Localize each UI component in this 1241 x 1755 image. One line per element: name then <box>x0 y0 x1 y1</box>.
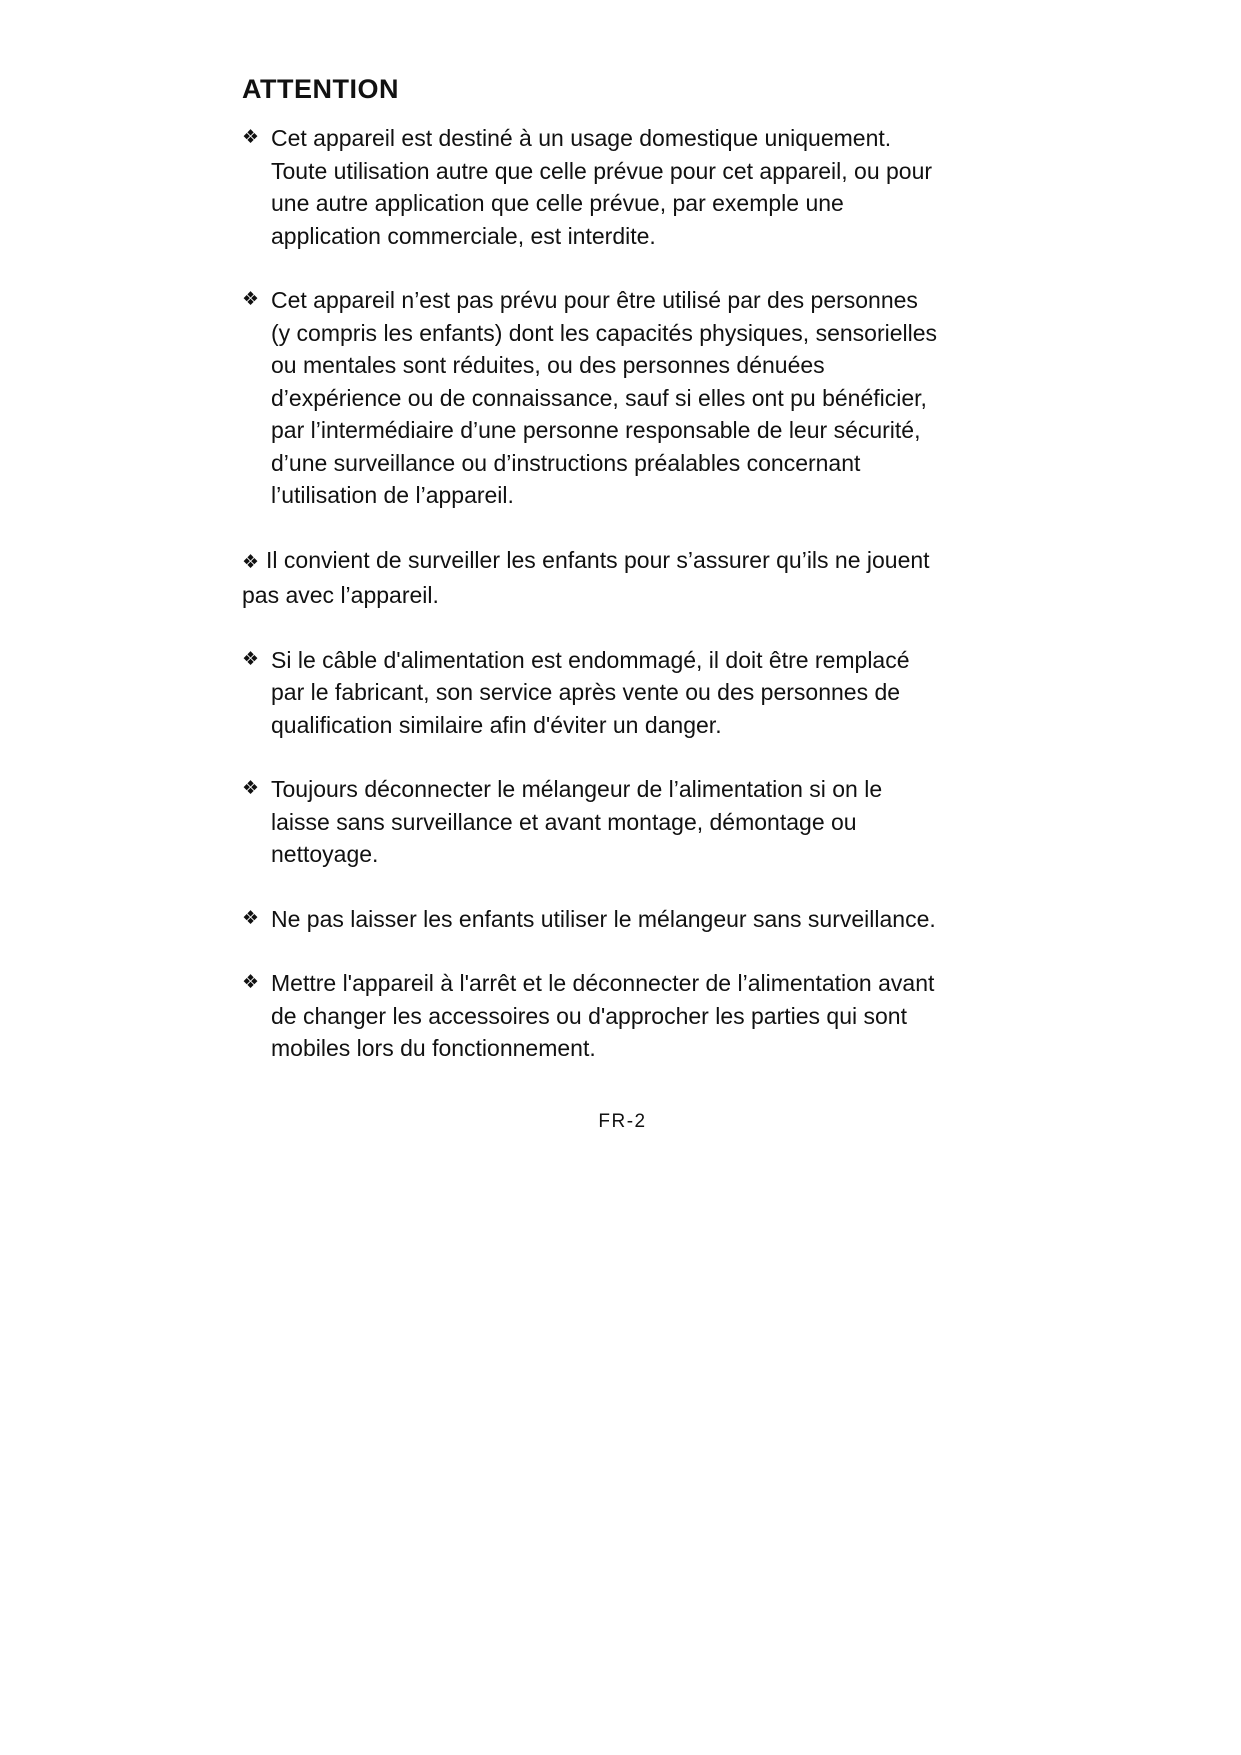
item-line: pas avec l’appareil. <box>242 582 439 608</box>
warning-item-4 <box>242 644 1002 742</box>
item-line: d’expérience ou de connaissance, sauf si elles ont pu bénéficier, <box>271 384 927 411</box>
page-number: FR-2 <box>598 1111 647 1132</box>
warning-item-1 <box>242 122 1002 252</box>
warning-item-7 <box>242 967 1002 1065</box>
item-line: d’une surveillance ou d’instructions préalables concernant <box>271 449 861 476</box>
item-line: mobiles lors du fonctionnement. <box>271 1035 596 1061</box>
item-line: (y compris les enfants) dont les capacités physiques, sensorielles <box>271 319 938 346</box>
item-line: par l’intermédiaire d’une personne responsable de leur sécurité, <box>271 417 921 443</box>
diamond-bullet-icon: ❖ <box>242 972 260 993</box>
item-line: Toute utilisation autre que celle prévue pour cet appareil, ou pour <box>271 157 933 184</box>
item-line: Toujours déconnecter le mélangeur de l’alimentation si on le <box>271 776 883 802</box>
item-line: Mettre l'appareil à l'arrêt et le déconnecter de l’alimentation avant <box>271 970 935 996</box>
item-line: application commerciale, est interdite. <box>271 222 656 249</box>
item-line: ou mentales sont réduites, ou des personnes dénuées <box>271 352 825 378</box>
warning-item-2 <box>242 284 1002 512</box>
item-line-text: Il convient de surveiller les enfants pour s’assurer qu’ils ne jouent <box>266 546 930 573</box>
item-line: nettoyage. <box>271 841 379 867</box>
section-heading: ATTENTION <box>242 74 399 104</box>
page-footer <box>0 1111 1241 1133</box>
diamond-bullet-icon: ❖ <box>242 648 260 670</box>
item-line-with-bullet <box>242 544 1002 580</box>
item-line: de changer les accessoires ou d'approcher les parties qui sont <box>271 1002 907 1029</box>
warning-item-3 <box>242 544 1002 612</box>
warning-item-5 <box>242 773 1002 871</box>
item-line: Si le câble d'alimentation est endommagé, il doit être remplacé <box>271 646 910 673</box>
item-line: Cet appareil n’est pas prévu pour être utilisé par des personnes <box>271 287 918 313</box>
item-line: l’utilisation de l’appareil. <box>271 482 514 508</box>
diamond-bullet-icon: ❖ <box>242 551 260 573</box>
item-line: qualification similaire afin d'éviter un danger. <box>271 711 722 738</box>
document-page <box>242 70 1002 1097</box>
warning-item-6 <box>242 903 1002 936</box>
diamond-bullet-icon: ❖ <box>242 778 260 799</box>
item-line: une autre application que celle prévue, par exemple une <box>271 190 844 216</box>
diamond-bullet-icon: ❖ <box>242 127 260 148</box>
item-line: Ne pas laisser les enfants utiliser le mélangeur sans surveillance. <box>271 905 936 932</box>
item-line: laisse sans surveillance et avant montage, démontage ou <box>271 808 857 835</box>
item-line: Cet appareil est destiné à un usage domestique uniquement. <box>271 125 892 151</box>
diamond-bullet-icon: ❖ <box>242 907 260 929</box>
diamond-bullet-icon: ❖ <box>242 289 260 310</box>
item-line: par le fabricant, son service après vente ou des personnes de <box>271 679 901 705</box>
